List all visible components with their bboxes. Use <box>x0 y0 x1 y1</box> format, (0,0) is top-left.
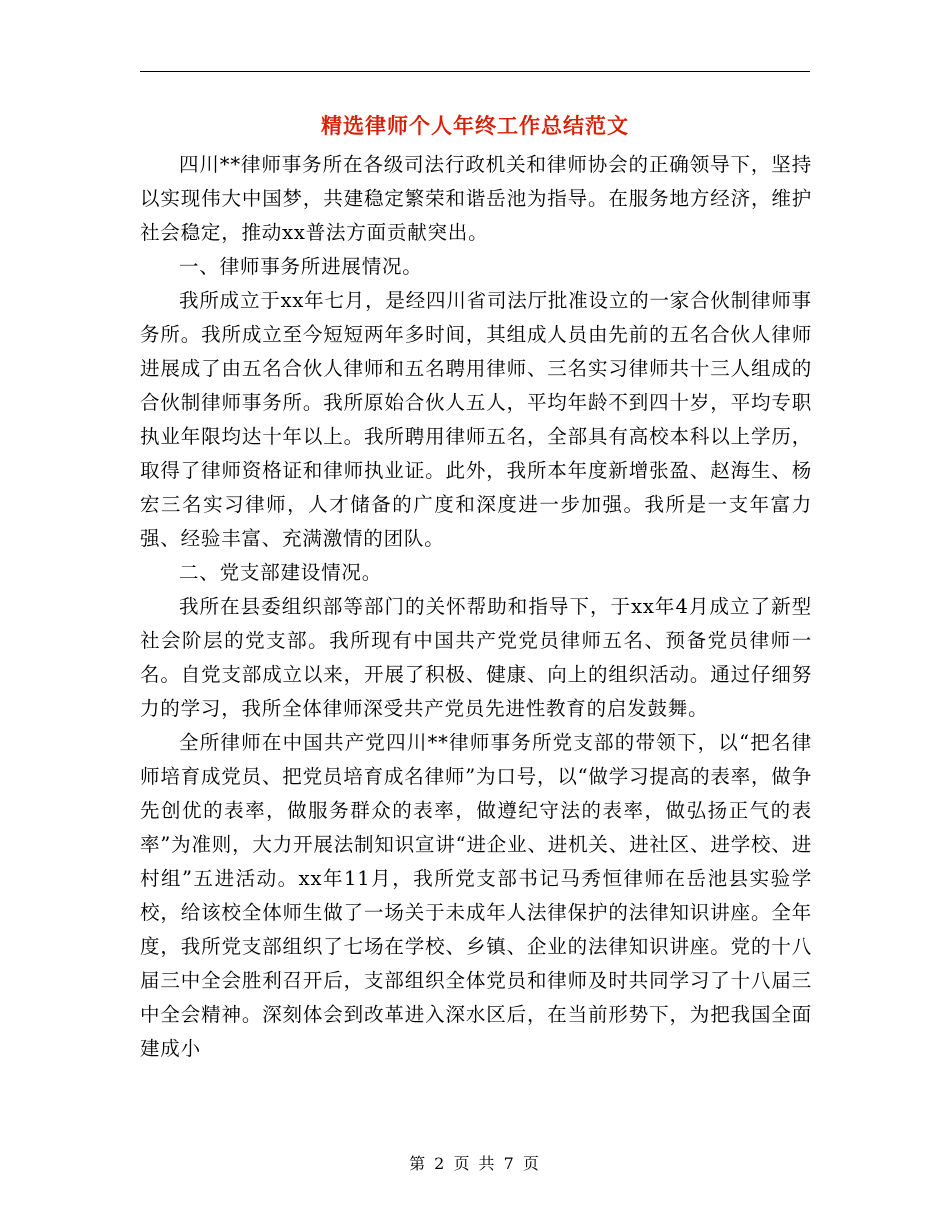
paragraph-firm-progress: 我所成立于xx年七月，是经四川省司法厅批准设立的一家合伙制律师事务所。我所成立至今短短两年多时间，其组成人员由先前的五名合伙人律师进展成了由五名合伙人律师和五名聘用律师、三名实习律师共十三人组成的合伙制律师事务所。我所原始合伙人五人，平均年龄不到四十岁，平均专职执业年限均达十年以上。我所聘用律师五名，全部具有高校本科以上学历，取得了律师资格证和律师执业证。此外，我所本年度新增张盈、赵海生、杨宏三名实习律师，人才储备的广度和深度进一步加强。我所是一支年富力强、经验丰富、充满激情的团队。 <box>140 289 812 550</box>
header-rule <box>140 71 810 72</box>
section-heading-firm-progress: 一、律师事务所进展情况。 <box>179 255 423 278</box>
document-body <box>140 148 812 1066</box>
paragraph-party-activities: 全所律师在中国共产党四川**律师事务所党支部的带领下，以“把名律师培育成党员、把党员培育成名律师”为口号，以“做学习提高的表率，做争先创优的表率，做服务群众的表率，做遵纪守法的表率，做弘扬正气的表率”为准则，大力开展法制知识宣讲“进企业、进机关、进社区、进学校、进村组”五进活动。xx年11月，我所党支部书记马秀恒律师在岳池县实验学校，给该校全体师生做了一场关于未成年人法律保护的法律知识讲座。全年度，我所党支部组织了七场在学校、乡镇、企业的法律知识讲座。党的十八届三中全会胜利召开后，支部组织全体党员和律师及时共同学习了十八届三中全会精神。深刻体会到改革进入深水区后，在当前形势下，为把我国全面建成小 <box>140 731 812 1060</box>
document-title: 精选律师个人年终工作总结范文 <box>321 113 629 138</box>
section-heading-party-branch: 二、党支部建设情况。 <box>179 561 383 584</box>
page-number: 第 2 页 共 7 页 <box>409 1154 541 1173</box>
paragraph-party-branch: 我所在县委组织部等部门的关怀帮助和指导下，于xx年4月成立了新型社会阶层的党支部。我所现有中国共产党党员律师五名、预备党员律师一名。自党支部成立以来，开展了积极、健康、向上的组织活动。通过仔细努力的学习，我所全体律师深受共产党员先进性教育的启发鼓舞。 <box>140 595 812 720</box>
paragraph-intro: 四川**律师事务所在各级司法行政机关和律师协会的正确领导下，坚持以实现伟大中国梦，共建稳定繁荣和谐岳池为指导。在服务地方经济，维护社会稳定，推动xx普法方面贡献突出。 <box>140 153 812 244</box>
